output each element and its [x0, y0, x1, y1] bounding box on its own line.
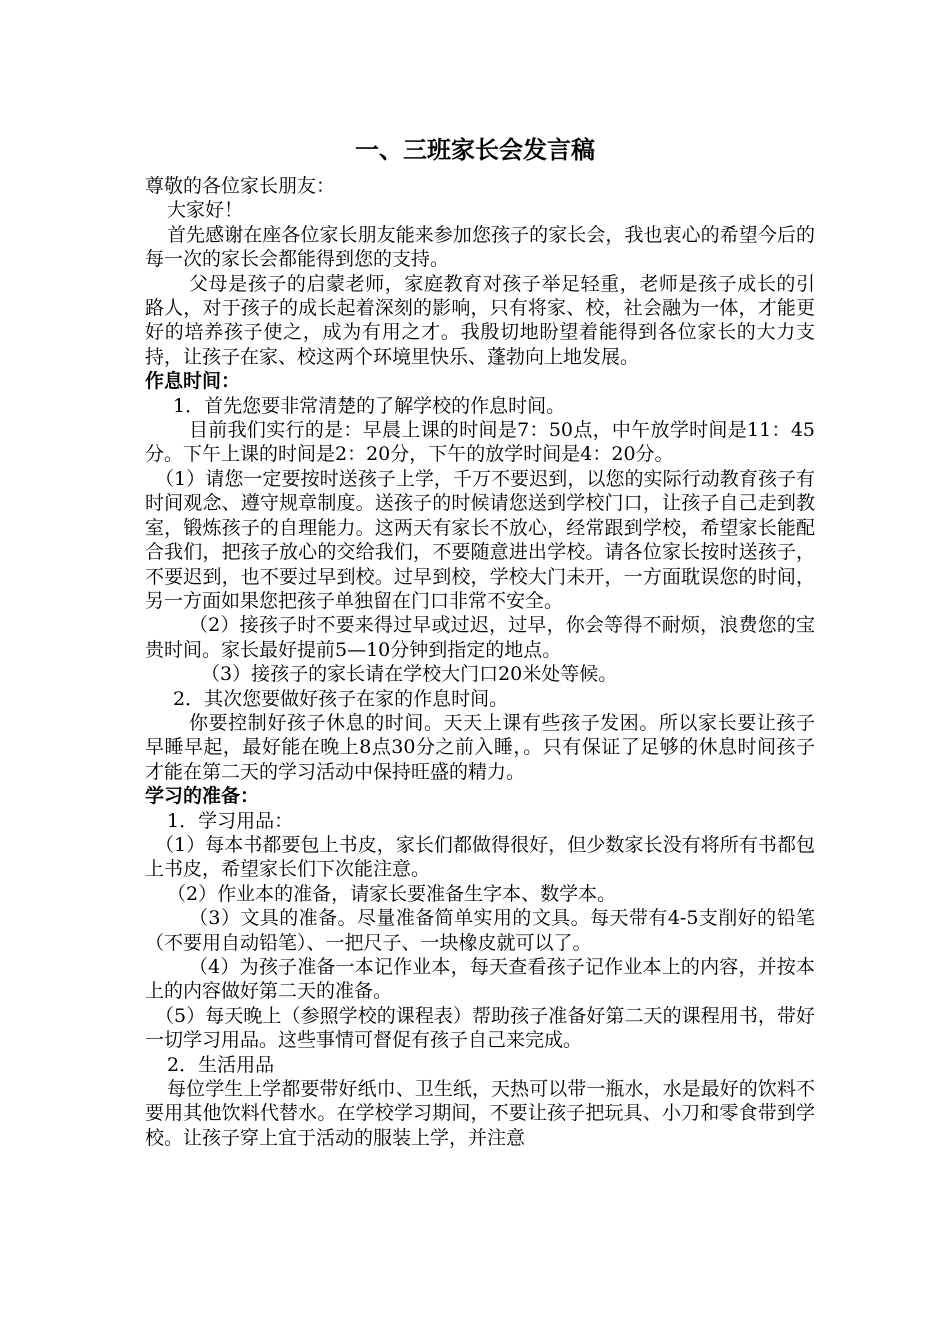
- paragraph: 父母是孩子的启蒙老师，家庭教育对孩子举足轻重，老师是孩子成长的引路人，对于孩子的成长起着深刻的影响，只有将家、校，社会融为一体，才能更好的培养孩子使之，成为有用之才。我殷切地盼望着能得到各位家长的大力支持，让孩子在家、校这两个环境里快乐、蓬勃向上地发展。: [145, 272, 815, 368]
- paragraph: 目前我们实行的是：早晨上课的时间是7：50点，中午放学时间是11：45分。下午上课的时间是2：20分，下午的放学时间是4：20分。: [145, 419, 815, 466]
- paragraph: （5）每天晚上（参照学校的课程表）帮助孩子准备好第二天的课程用书，带好一切学习用品。这些事情可督促有孩子自己来完成。: [145, 1004, 815, 1052]
- paragraph: （2）作业本的准备，请家长要准备生字本、数学本。: [167, 882, 617, 905]
- paragraph: 1．首先您要非常清楚的了解学校的作息时间。: [173, 394, 566, 417]
- paragraph: 你要控制好孩子休息的时间。天天上课有些孩子发困。所以家长要让孩子早睡早起，最好能在晚上8点30分之前入睡，。只有保证了足够的休息时间孩子才能在第二天的学习活动中保持旺盛的精力。: [145, 711, 815, 783]
- paragraph: （3）文具的准备。尽量准备简单实用的文具。每天带有4-5支削好的铅笔（不要用自动铅笔）、一把尺子、一块橡皮就可以了。: [145, 907, 815, 954]
- paragraph: （1）每本书都要包上书皮，家长们都做得很好，但少数家长没有将所有书都包上书皮，希望家长们下次能注意。: [145, 833, 815, 881]
- paragraph: 2．生活用品: [167, 1053, 275, 1076]
- section-heading: 作息时间：: [145, 370, 241, 393]
- paragraph: （1）请您一定要按时送孩子上学，千万不要迟到，以您的实际行动教育孩子有时间观念、遵守规章制度。送孩子的时候请您送到学校门口，让孩子自己走到教室，锻炼孩子的自理能力。这两天有家长不放心，经常跟到学校，希望家长能配合我们，把孩子放心的交给我们，不要随意进出学校。请各位家长按时送孩子，不要迟到，也不要过早到校。过早到校，学校大门未开，一方面耽误您的时间，另一方面如果您把孩子单独留在门口非常不安全。: [145, 467, 815, 612]
- section-heading: 学习的准备：: [145, 785, 260, 808]
- paragraph: 大家好！: [167, 199, 244, 222]
- document-body: [145, 174, 815, 1150]
- paragraph: 首先感谢在座各位家长朋友能来参加您孩子的家长会，我也衷心的希望今后的每一次的家长会都能得到您的支持。: [145, 223, 815, 271]
- paragraph: 每位学生上学都要带好纸巾、卫生纸，天热可以带一瓶水，水是最好的饮料不要用其他饮料代替水。在学校学习期间，不要让孩子把玩具、小刀和零食带到学校。让孩子穿上宜于活动的服装上学，并注意: [145, 1078, 815, 1149]
- paragraph: 1．学习用品：: [167, 809, 294, 832]
- paragraph: 2．其次您要做好孩子在家的作息时间。: [173, 687, 509, 710]
- paragraph: 尊敬的各位家长朋友：: [145, 175, 336, 197]
- paragraph: （2）接孩子时不要来得过早或过迟，过早，你会等得不耐烦，浪费您的宝贵时间。家长最好提前5—10分钟到指定的地点。: [145, 614, 815, 661]
- paragraph: （3）接孩子的家长请在学校大门口20米处等候。: [201, 663, 618, 686]
- document-title: 一、三班家长会发言稿: [355, 136, 595, 164]
- paragraph: （4）为孩子准备一本记作业本，每天查看孩子记作业本上的内容，并按本上的内容做好第二天的准备。: [145, 956, 815, 1003]
